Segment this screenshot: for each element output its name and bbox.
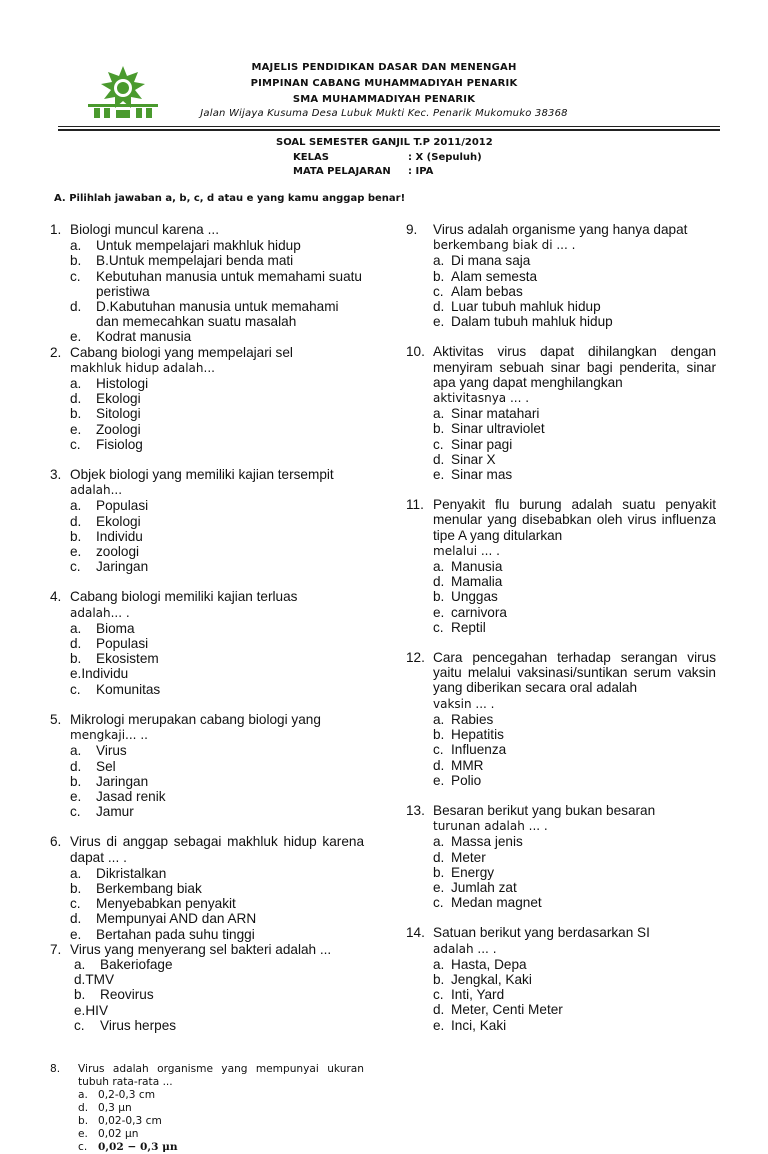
question-7 [50, 942, 364, 1033]
option-d[interactable]: d. Sel [70, 758, 116, 774]
question-stem: Besaran berikut yang bukan besaran turunan adalah ... . [433, 802, 656, 834]
option-a[interactable]: a. Bioma [70, 620, 135, 636]
question-number: 7. [50, 941, 62, 957]
option-b[interactable]: b. Alam semesta [433, 268, 538, 284]
option-c[interactable]: c. Reptil [433, 619, 486, 635]
option-d[interactable]: d. Luar tubuh mahluk hidup [433, 299, 601, 315]
question-5 [50, 712, 364, 819]
option-e[interactable]: e. Sinar mas [433, 467, 513, 483]
option-b[interactable]: b. Jaringan [70, 773, 149, 789]
option-c[interactable]: c. Komunitas [70, 681, 161, 697]
question-stem: Biologi muncul karena ... [70, 222, 220, 237]
question-stem: Satuan berikut yang berdasarkan SI adalah ... . [433, 925, 650, 956]
option-e[interactable]: e. Bertahan pada suhu tinggi [70, 926, 255, 942]
option-c[interactable]: c. Alam bebas [433, 283, 523, 299]
option-c[interactable]: c. Virus herpes [74, 1017, 177, 1033]
option-d[interactable]: d. MMR [433, 757, 484, 773]
question-column-left [50, 222, 364, 1154]
question-number: 9. [406, 222, 418, 237]
option-b[interactable]: b. Hepatitis [433, 727, 504, 743]
question-number: 1. [50, 222, 62, 237]
option-a[interactable]: a. Manusia [433, 559, 503, 575]
kelas-value: : X (Sepuluh) [408, 152, 482, 163]
header-rule-bottom [58, 129, 720, 131]
question-number: 10. [406, 344, 425, 360]
option-a[interactable]: a. Rabies [433, 711, 494, 727]
question-stem: Virus yang menyerang sel bakteri adalah ... [70, 941, 332, 957]
option-e[interactable]: e. Jumlah zat [433, 879, 517, 895]
exam-title: SOAL SEMESTER GANJIL T.P 2011/2012 [276, 137, 493, 148]
question-stem: Aktivitas virus dapat dihilangkan dengan menyiram sebuah sinar bagi penderita, sinar apa yang dapat menghilangkan aktivitasnya ... . [433, 344, 716, 406]
question-2 [50, 345, 364, 452]
question-number: 12. [406, 650, 425, 666]
question-number: 4. [50, 589, 62, 605]
option-d[interactable]: d. Ekologi [70, 513, 141, 529]
option-a[interactable]: a. Sinar matahari [433, 406, 540, 422]
option-c[interactable]: c. 0,02 − 0,3 μn [78, 1140, 178, 1153]
question-3 [50, 467, 364, 574]
option-d[interactable]: d.TMV [74, 972, 115, 988]
option-a[interactable]: a. Untuk mempelajari makhluk hidup [70, 238, 301, 254]
question-10 [406, 344, 716, 482]
question-number: 11. [406, 497, 424, 513]
option-d[interactable]: d. Ekologi [70, 391, 141, 407]
option-a[interactable]: a. 0,2-0,3 cm [78, 1088, 156, 1101]
question-8 [50, 1063, 364, 1154]
question-14 [406, 925, 716, 1032]
question-number: 13. [406, 802, 425, 818]
option-d[interactable]: d. Populasi [70, 636, 149, 652]
question-12 [406, 650, 716, 788]
option-a[interactable]: a. Populasi [70, 498, 149, 514]
option-e[interactable]: e. 0,02 μn [78, 1127, 139, 1140]
option-c[interactable]: c. Kebutuhan manusia untuk memahami suatu peristiwa [70, 268, 362, 299]
header-line3: SMA MUHAMMADIYAH PENARIK [292, 94, 476, 105]
option-b[interactable]: b. Berkembang biak [70, 880, 202, 896]
question-4 [50, 589, 364, 696]
option-b[interactable]: b. 0,02-0,3 cm [78, 1114, 162, 1127]
instruction: A. Pilihlah jawaban a, b, c, d atau e yang kamu anggap benar! [54, 193, 406, 204]
option-c[interactable]: c. Sinar pagi [433, 436, 513, 452]
option-d[interactable]: d. Sinar X [433, 451, 496, 467]
option-a[interactable]: a. Bakeriofage [74, 956, 173, 972]
question-11 [406, 497, 716, 635]
option-b[interactable]: b. Reovirus [74, 987, 154, 1003]
option-e[interactable]: e. Polio [433, 772, 482, 788]
question-number: 6. [50, 834, 62, 850]
option-e[interactable]: e. Jasad renik [70, 788, 166, 804]
option-d[interactable]: d. Meter [433, 849, 486, 865]
mapel-label: MATA PELAJARAN [293, 166, 391, 177]
option-a[interactable]: a. Histologi [70, 376, 149, 392]
option-c[interactable]: c. Medan magnet [433, 895, 542, 911]
question-number: 3. [50, 467, 62, 483]
mapel-value: : IPA [408, 166, 434, 177]
option-a[interactable]: a. Virus [70, 743, 127, 759]
option-b[interactable]: b. Sinar ultraviolet [433, 421, 545, 437]
option-d[interactable]: d. D.Kabutuhan manusia untuk memahami dan memecahkan suatu masalah [70, 299, 339, 330]
question-1 [50, 222, 364, 345]
option-e[interactable]: e. Dalam tubuh mahluk hidup [433, 314, 613, 330]
option-b[interactable]: b. Energy [433, 864, 495, 880]
question-stem: Penyakit flu burung adalah suatu penyakit menular yang disebabkan oleh virus influenza tipe A yang ditularkan melalui ... . [433, 497, 716, 558]
question-13 [406, 803, 716, 910]
question-stem: Virus adalah organisme yang mempunyai ukuran tubuh rata-rata ... [78, 1062, 364, 1088]
header-line2: PIMPINAN CABANG MUHAMMADIYAH PENARIK [250, 78, 518, 89]
question-stem: Cara pencegahan terhadap serangan virus yaitu melalui vaksinasi/suntikan serum vaksin yang diberikan secara oral adalah vaksin ... . [433, 650, 716, 711]
header-address: Jalan Wijaya Kusuma Desa Lubuk Mukti Kec. Penarik Mukomuko 38368 [200, 108, 568, 119]
question-number: 14. [406, 925, 425, 941]
option-c[interactable]: c. Jaringan [70, 559, 149, 575]
option-a[interactable]: a. Di mana saja [433, 253, 531, 269]
option-e[interactable]: e. Zoologi [70, 421, 141, 437]
option-d[interactable]: d. Mamalia [433, 574, 503, 590]
option-a[interactable]: a. Dikristalkan [70, 865, 167, 881]
option-d[interactable]: d. Meter, Centi Meter [433, 1002, 563, 1018]
option-c[interactable]: c. Jamur [70, 804, 134, 820]
option-e[interactable]: e.HIV [74, 1002, 109, 1018]
option-b[interactable]: b. Unggas [433, 589, 498, 605]
option-c[interactable]: c. Influenza [433, 742, 507, 758]
option-e[interactable]: e.Individu [70, 666, 129, 682]
option-b[interactable]: b. Ekosistem [70, 651, 159, 667]
question-stem: Virus di anggap sebagai makhluk hidup karena dapat ... . [70, 834, 364, 865]
question-stem: Mikrologi merupakan cabang biologi yang mengkaji... .. [70, 711, 321, 743]
question-stem: Cabang biologi yang mempelajari sel makhluk hidup adalah... [70, 344, 293, 375]
option-d[interactable]: d. 0,3 μn [78, 1101, 132, 1114]
question-9 [406, 222, 716, 329]
option-b[interactable]: b. Jengkal, Kaki [433, 971, 532, 987]
option-c[interactable]: c. Inti, Yard [433, 987, 505, 1003]
option-a[interactable]: a. Hasta, Depa [433, 956, 527, 972]
option-e[interactable]: e. Kodrat manusia [70, 329, 192, 345]
kelas-label: KELAS [293, 152, 329, 163]
header-line1: MAJELIS PENDIDIKAN DASAR DAN MENENGAH [251, 62, 517, 73]
question-column-right [406, 222, 716, 1033]
option-c[interactable]: c. Fisiolog [70, 436, 143, 452]
question-number: 5. [50, 711, 62, 727]
question-number: 2. [50, 344, 62, 360]
question-stem: Objek biologi yang memiliki kajian tersempit adalah... [70, 467, 334, 498]
question-6 [50, 834, 364, 941]
option-e[interactable]: e. carnivora [433, 604, 507, 620]
option-d[interactable]: d. Mempunyai AND dan ARN [70, 911, 257, 927]
option-b[interactable]: b. Individu [70, 528, 143, 544]
question-stem: Virus adalah organisme yang hanya dapat berkembang biak di ... . [433, 222, 688, 253]
question-stem: Cabang biologi memiliki kajian terluas adalah... . [70, 589, 298, 620]
option-e[interactable]: e. Inci, Kaki [433, 1017, 507, 1033]
header-rule-top [58, 126, 720, 127]
option-e[interactable]: e. zoologi [70, 544, 140, 560]
option-a[interactable]: a. Massa jenis [433, 834, 523, 850]
option-b[interactable]: b. B.Untuk mempelajari benda mati [70, 253, 294, 269]
question-number: 8. [50, 1062, 61, 1075]
option-b[interactable]: b. Sitologi [70, 406, 141, 422]
option-c[interactable]: c. Menyebabkan penyakit [70, 896, 236, 912]
